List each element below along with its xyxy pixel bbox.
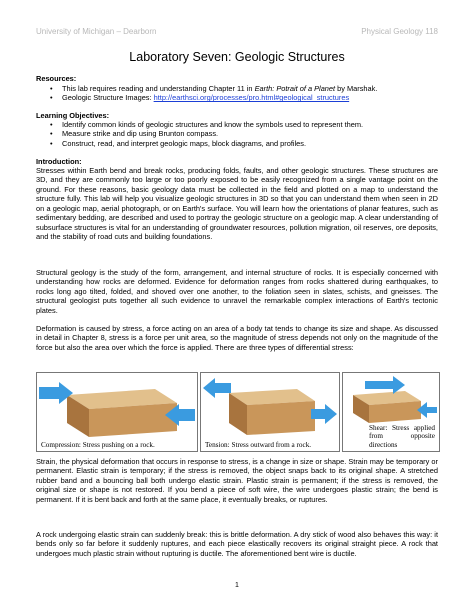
introduction-heading: Introduction: bbox=[36, 157, 82, 166]
intro-paragraph-1: Stresses within Earth bend and break rocks, producing folds, faults, and other geologic structures. These structures are 3D, and they are commonly too large or too poorly exposed to be easily recognized from a single vantage point on the ground. For these reasons, basic geology data must be collected in the field and plotted on a map to understand the structure fully. This lab will help you visualize geologic structures in 3D so that you can understand them when seen in 2D on a geologic map, aerial photograph, or on Earth's surface. You will learn how the orientations of planar features, such as sedimentary bedding, are described and used to portray the geologic structure on a geologic map. A clear understanding of subsurface structures is vital for an understanding of groundwater resources, pollution migration, oil reserves, ore deposits, and the stability of road cuts and building foundations. bbox=[36, 166, 438, 242]
arrow-left-icon bbox=[203, 378, 231, 398]
page-number: 1 bbox=[235, 582, 239, 589]
resources-list bbox=[50, 84, 438, 103]
compression-caption: Compression: Stress pushing on a rock. bbox=[41, 440, 155, 449]
header-institution: University of Michigan – Dearborn bbox=[36, 27, 157, 36]
objective-item: • Measure strike and dip using Brunton compass. bbox=[50, 129, 438, 138]
stress-figures bbox=[36, 372, 438, 450]
arrow-right-icon bbox=[365, 376, 405, 394]
header-course: Physical Geology 118 bbox=[361, 27, 438, 36]
compression-diagram bbox=[37, 373, 197, 451]
shear-figure bbox=[342, 372, 440, 452]
tension-figure bbox=[200, 372, 340, 452]
intro-paragraph-2: Structural geology is the study of the form, arrangement, and internal structure of rocks. It is especially concerned with understanding how rocks are deformed. Evidence for deformation ranges from rocks shattered during earthquakes, to rocks long ago tilted, folded, and shoved over one another, to the foliation seen in slates, schists, and gneisses. The structural geologist puts together all such evidence to unravel the remarkable complex interactions of Earth's tectonic plates. bbox=[36, 268, 438, 315]
resource-item-label: Geologic Structure Images: bbox=[62, 93, 154, 103]
page-header bbox=[36, 27, 438, 39]
intro-paragraph-3: Deformation is caused by stress, a force acting on an area of a body tat tends to change its size and shape. As discussed in detail in Chapter 8, stress is a force per unit area, so the magnitude of stress depends not only on the magnitude of the force but also the area over which the force is applied. There are three types of differential stress: bbox=[36, 324, 438, 352]
resource-item-textbook bbox=[50, 84, 438, 93]
resources-heading: Resources: bbox=[36, 74, 77, 83]
shear-caption: Shear: Stress applied from opposite directions bbox=[369, 423, 435, 449]
intro-paragraph-4: Strain, the physical deformation that occurs in response to stress, is a change in size or shape. Strain may be temporary or permanent. Elastic strain is temporary; if the stress is removed, the object snaps back to its original shape. A stretched rubber band and a bouncing ball both undergo elastic strain. Plastic strain is permanent; if the stress is removed, the original size or shape is not restored. If you bend a piece of soft wire, the wire undergoes plastic strain; the bend is permanent. If it is bent back and forth at the same place, it eventually breaks, or ruptures. bbox=[36, 457, 438, 504]
geologic-structures-link[interactable]: http://earthsci.org/processes/pro.html#geological_structures bbox=[153, 93, 350, 103]
objective-item: • Construct, read, and interpret geologic maps, block diagrams, and profiles. bbox=[50, 139, 438, 148]
compression-figure bbox=[36, 372, 198, 452]
tension-diagram bbox=[201, 373, 339, 451]
resource-item-text: This lab requires reading and understanding Chapter 11 in bbox=[62, 84, 255, 93]
textbook-title: Earth: Potrait of a Planet bbox=[254, 84, 336, 93]
resource-item-text-end: by Marshak. bbox=[335, 84, 378, 93]
tension-caption: Tension: Stress outward from a rock. bbox=[205, 440, 312, 449]
page-title: Laboratory Seven: Geologic Structures bbox=[129, 50, 345, 64]
objectives-heading: Learning Objectives: bbox=[36, 111, 110, 120]
intro-paragraph-5: A rock undergoing elastic strain can suddenly break: this is brittle deformation. A dry stick of wood also behaves this way: it bends only so far before it suddenly ruptures, and each piece elastically recovers its original straight piece. A rock that undergoes much plastic strain without rupturing is ductile. The aforementioned bent wire is ductile. bbox=[36, 530, 438, 558]
objectives-list bbox=[50, 120, 438, 148]
block-front bbox=[247, 401, 315, 435]
block-front bbox=[89, 403, 177, 437]
objective-item: • Identify common kinds of geologic structures and know the symbols used to represent them. bbox=[50, 120, 438, 129]
resource-item-images bbox=[50, 93, 438, 102]
